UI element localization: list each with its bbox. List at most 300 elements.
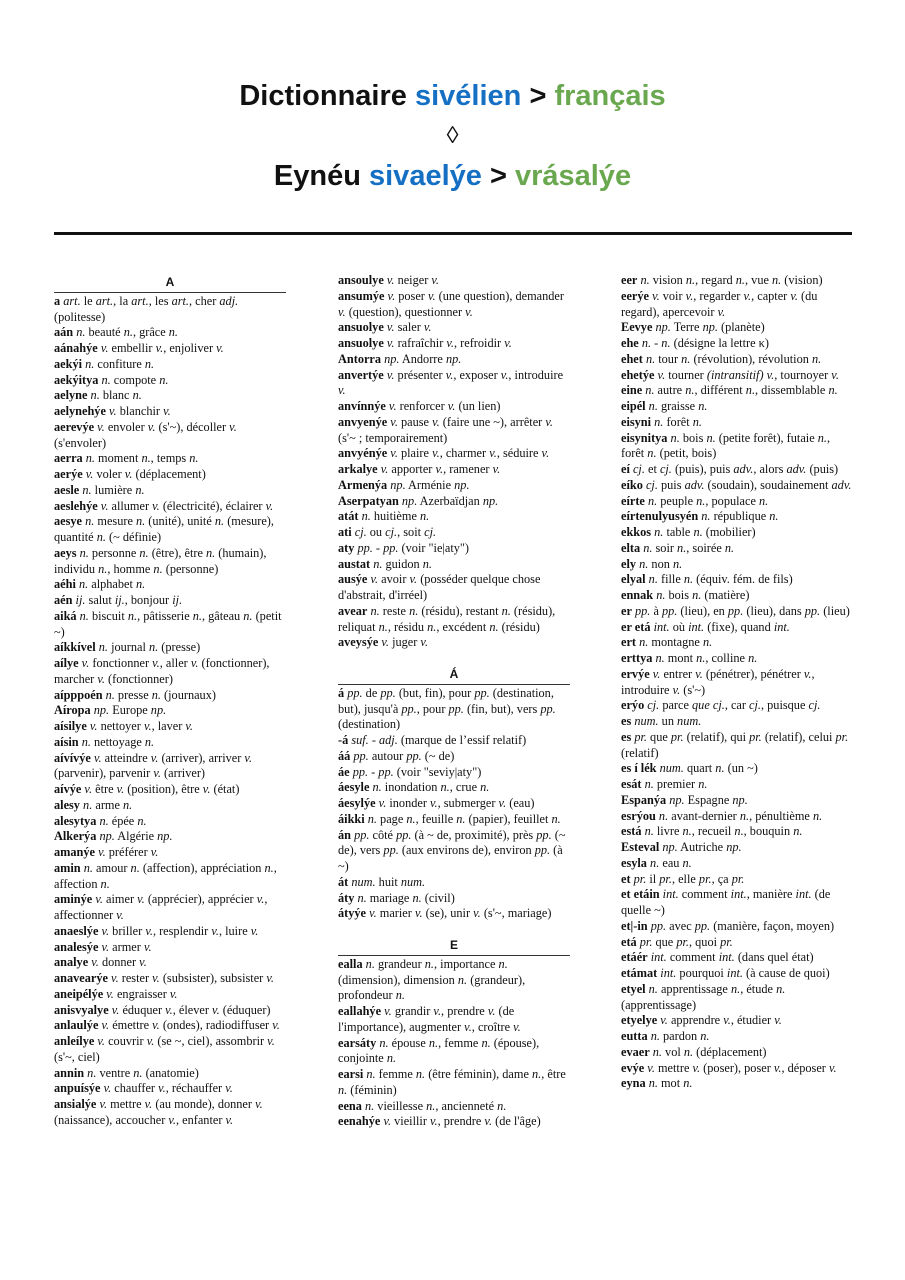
entry-definition: n. beauté n., grâce n. xyxy=(76,325,179,340)
entry-definition: pp. de pp. (but, fin), pour pp. (destination, but), jusqu'à pp., pour pp. (fin, but), vers pp. (destination) xyxy=(338,685,556,732)
entry-headword: está xyxy=(621,824,642,839)
entry-headword: Esteval xyxy=(621,840,660,854)
dictionary-entry xyxy=(621,462,853,478)
dictionary-entry xyxy=(338,462,570,478)
entry-headword: earsi xyxy=(338,1067,364,1081)
entry-headword: aminýe xyxy=(54,892,93,907)
entry-headword: ert xyxy=(621,635,637,650)
entry-definition: v. plaire v., charmer v., séduire v. xyxy=(390,446,550,461)
dictionary-entry xyxy=(54,546,286,578)
entry-definition: n. soir n., soirée n. xyxy=(643,540,735,555)
entry-headword: Espanýa xyxy=(621,792,667,807)
dictionary-entry xyxy=(621,950,853,966)
entry-definition: v. émettre v. (ondes), radiodiffuser v. xyxy=(101,1018,280,1033)
dictionary-entry xyxy=(621,320,853,336)
dictionary-entry xyxy=(54,357,286,373)
entry-headword: aípppoén xyxy=(54,687,103,702)
entry-headword: ehet xyxy=(621,351,643,366)
entry-definition: pp. - pp. (voir "seviy|aty") xyxy=(352,764,482,779)
entry-headword: aelynehýe xyxy=(54,404,106,418)
entry-headword: aerra xyxy=(54,451,83,466)
title-word-target-language: français xyxy=(554,80,666,112)
entry-definition: np. Autriche np. xyxy=(662,840,742,854)
entry-headword: aéhi xyxy=(54,577,76,592)
entry-definition: pr. que pr., quoi pr. xyxy=(639,934,733,949)
entry-headword: es í lék xyxy=(621,761,657,776)
entry-definition: n. guidon n. xyxy=(373,556,432,571)
entry-headword: etyelye xyxy=(621,1013,658,1028)
entry-headword: áty xyxy=(338,890,355,905)
dictionary-entry xyxy=(338,1114,570,1130)
entry-definition: cj. ou cj., soit cj. xyxy=(354,525,437,539)
dictionary-entry xyxy=(621,1061,853,1077)
dictionary-entry xyxy=(54,388,286,404)
entry-definition: num. quart n. (un ~) xyxy=(659,761,758,776)
entry-definition: suf. - adj. (marque de l’essif relatif) xyxy=(351,733,527,747)
entry-definition: n. épouse n., femme n. (épouse), conjointe n. xyxy=(338,1035,540,1066)
entry-headword: eíko xyxy=(621,477,643,492)
entry-definition: pp. avec pp. (manière, façon, moyen) xyxy=(650,918,835,933)
dictionary-entry xyxy=(338,635,570,651)
entry-definition: v. blanchir v. xyxy=(109,404,171,418)
entry-definition: n. arme n. xyxy=(83,797,133,812)
dictionary-entry xyxy=(54,325,286,341)
entry-headword: atát xyxy=(338,509,359,524)
entry-definition: np. Espagne np. xyxy=(669,792,748,807)
entry-definition: ij. salut ij., bonjour ij. xyxy=(75,593,183,607)
dictionary-entry xyxy=(54,719,286,735)
dictionary-entry xyxy=(338,828,570,875)
dictionary-entry xyxy=(621,1029,853,1045)
entry-headword: ennak xyxy=(621,588,654,602)
entry-definition: n. biscuit n., pâtisserie n., gâteau n. (petit ~) xyxy=(54,608,282,639)
entry-headword: etámat xyxy=(621,966,658,980)
entry-definition: v. renforcer v. (un lien) xyxy=(388,399,501,413)
entry-headword: á xyxy=(338,685,345,700)
dictionary-entry xyxy=(338,541,570,557)
entry-headword: eena xyxy=(338,1098,362,1113)
dictionary-entry xyxy=(621,588,853,604)
dictionary-entry xyxy=(621,557,853,573)
entry-headword: anavearýe xyxy=(54,971,108,985)
dictionary-entry xyxy=(54,1081,286,1097)
dictionary-entry xyxy=(621,1013,853,1029)
entry-headword: arkalye xyxy=(338,462,378,476)
dictionary-entry xyxy=(338,509,570,525)
dictionary-entry xyxy=(621,809,853,825)
entry-definition: cj. et cj. (puis), puis adv., alors adv. (puis) xyxy=(632,462,839,476)
entry-headword: aeys xyxy=(54,545,77,560)
dictionary-entry xyxy=(621,541,853,557)
entry-definition: v. envoler v. (s'~), décoller v. (s'envoler) xyxy=(54,419,237,450)
section-gap xyxy=(338,651,570,665)
dictionary-entry xyxy=(338,572,570,604)
dictionary-entry xyxy=(54,404,286,420)
dictionary-entry xyxy=(621,572,853,588)
entry-headword: annin xyxy=(54,1065,85,1080)
dictionary-entry xyxy=(338,796,570,812)
dictionary-entry xyxy=(54,703,286,719)
entry-headword: aívýe xyxy=(54,782,82,796)
entry-headword: áesylýe xyxy=(338,796,376,810)
entry-definition: cj. puis adv. (soudain), soudainement adv. xyxy=(645,477,852,492)
entry-headword: ehe xyxy=(621,336,639,350)
dictionary-entry xyxy=(54,971,286,987)
title-word-sivaelye: sivaelýe xyxy=(369,160,482,192)
entry-headword: áikki xyxy=(338,811,365,826)
dictionary-entry xyxy=(621,856,853,872)
dictionary-entry xyxy=(54,735,286,751)
entry-definition: num. huit num. xyxy=(351,874,426,889)
entry-definition: pp. autour pp. (~ de) xyxy=(353,748,455,763)
dictionary-entry xyxy=(338,1004,570,1036)
entry-headword: Antorra xyxy=(338,351,382,366)
entry-definition: n. lumière n. xyxy=(82,482,145,497)
dictionary-entry xyxy=(54,373,286,389)
entry-headword: analye xyxy=(54,955,89,970)
dictionary-entry xyxy=(621,761,853,777)
entry-headword: eírtenulyusyén xyxy=(621,509,699,524)
entry-headword: ekkos xyxy=(621,525,652,539)
entry-headword: ansumýe xyxy=(338,288,385,303)
entry-headword: ati xyxy=(338,525,352,539)
dictionary-entry xyxy=(338,891,570,907)
dictionary-entry xyxy=(54,294,286,326)
dictionary-entry xyxy=(54,1034,286,1066)
entry-headword: áe xyxy=(338,764,350,779)
dictionary-entry xyxy=(54,467,286,483)
entry-definition: v. entrer v. (pénétrer), pénétrer v., introduire v. (s'~) xyxy=(621,666,815,697)
dictionary-entry xyxy=(621,966,853,982)
entry-headword: aísin xyxy=(54,734,79,749)
entry-definition: int. comment int., manière int. (de quelle ~) xyxy=(621,887,831,917)
dictionary-entry xyxy=(54,688,286,704)
entry-headword: elyal xyxy=(621,572,646,587)
dictionary-entry xyxy=(54,593,286,609)
entry-headword: ansuolye xyxy=(338,320,384,335)
entry-definition: v. voir v., regarder v., capter v. (du regard), apercevoir v. xyxy=(621,288,818,319)
entry-headword: earsáty xyxy=(338,1035,377,1050)
dictionary-entry xyxy=(621,840,853,856)
dictionary-entry xyxy=(54,577,286,593)
dictionary-entry xyxy=(621,793,853,809)
entry-headword: aveysýe xyxy=(338,635,379,650)
entry-definition: v. engraisser v. xyxy=(106,986,178,1001)
entry-definition: n. nettoyage n. xyxy=(81,734,155,749)
entry-definition: v. rester v. (subsister), subsister v. xyxy=(111,971,274,985)
entry-headword: ehetýe xyxy=(621,367,655,382)
dictionary-entry xyxy=(54,751,286,783)
entry-definition: n. fille n. (équiv. fém. de fils) xyxy=(648,572,793,587)
dictionary-entry xyxy=(621,478,853,494)
entry-definition: n. presse n. (journaux) xyxy=(105,687,216,702)
entry-definition: n. non n. xyxy=(639,556,683,571)
dictionary-entry xyxy=(54,798,286,814)
entry-definition: n. tour n. (révolution), révolution n. xyxy=(645,351,822,366)
dictionary-entry xyxy=(621,1045,853,1061)
dictionary-entry xyxy=(54,514,286,546)
entry-definition: np. Arménie np. xyxy=(390,477,470,492)
title-divider: ◊ xyxy=(446,122,459,149)
entry-definition: n. forêt n. xyxy=(654,414,702,429)
entry-definition: n. mont n., colline n. xyxy=(655,651,758,665)
entry-definition: np. Terre np. (planète) xyxy=(655,320,765,335)
entry-definition: v. saler v. xyxy=(386,320,432,335)
entry-headword: aesye xyxy=(54,514,82,529)
entry-headword: aelyne xyxy=(54,388,88,403)
entry-headword: etá xyxy=(621,934,637,949)
dictionary-entry xyxy=(54,955,286,971)
dictionary-entry xyxy=(338,1067,570,1099)
entry-headword: eine xyxy=(621,383,643,398)
dictionary-entry xyxy=(621,887,853,919)
entry-headword: ansoulye xyxy=(338,273,384,287)
entry-headword: aneipélýe xyxy=(54,986,104,1001)
entry-headword: án xyxy=(338,827,351,842)
entry-headword: aílye xyxy=(54,656,79,670)
title-arrow: > xyxy=(529,80,547,112)
entry-headword: et xyxy=(621,871,631,886)
dictionary-entry xyxy=(54,1066,286,1082)
dictionary-entry xyxy=(338,446,570,462)
entry-definition: n. moment n., temps n. xyxy=(85,451,199,466)
entry-headword: Aserpatyan xyxy=(338,493,399,508)
entry-headword: anlaulýe xyxy=(54,1018,99,1033)
dictionary-entry xyxy=(338,494,570,510)
dictionary-entry xyxy=(54,782,286,798)
entry-definition: pp. - pp. (voir "ie|aty") xyxy=(357,540,470,555)
entry-definition: n. blanc n. xyxy=(90,388,142,403)
entry-headword: et|-in xyxy=(621,918,648,933)
entry-definition: pp. côté pp. (à ~ de, proximité), près pp. (~ de), vers pp. (aux environs de), environ pp. (à ~) xyxy=(338,827,566,873)
entry-definition: int. comment int. (dans quel état) xyxy=(650,950,814,965)
dictionary-entry xyxy=(621,368,853,384)
entry-definition: v. tourner (intransitif) v., tournoyer v. xyxy=(657,367,839,382)
entry-headword: ely xyxy=(621,556,637,571)
entry-headword: anleílye xyxy=(54,1034,95,1048)
dictionary-entry xyxy=(54,499,286,515)
entry-definition: v. avoir v. (posséder quelque chose d'abstrait, d'irréel) xyxy=(338,572,541,602)
entry-definition: v. rafraîchir v., refroidir v. xyxy=(386,336,512,350)
entry-definition: v. être v. (position), être v. (état) xyxy=(84,782,240,796)
entry-headword: Aíropa xyxy=(54,703,91,718)
dictionary-entry xyxy=(621,415,853,431)
entry-definition: v. grandir v., prendre v. (de l'importance), augmenter v., croître v. xyxy=(338,1004,521,1034)
dictionary-entry xyxy=(338,273,570,289)
entry-headword: aiká xyxy=(54,608,77,623)
dictionary-entry xyxy=(621,935,853,951)
entry-definition: np. Europe np. xyxy=(93,703,167,718)
dictionary-entry xyxy=(621,698,853,714)
entry-definition: pr. que pr. (relatif), qui pr. (relatif), celui pr. (relatif) xyxy=(621,729,849,760)
entry-headword: aerýe xyxy=(54,467,83,481)
dictionary-entry xyxy=(621,273,853,289)
dictionary-entry xyxy=(338,320,570,336)
entry-headword: ervýe xyxy=(621,666,650,681)
dictionary-entry xyxy=(338,525,570,541)
entry-definition: v. briller v., resplendir v., luire v. xyxy=(101,923,259,938)
entry-headword: aén xyxy=(54,593,73,607)
entry-definition: n. vieillesse n., ancienneté n. xyxy=(364,1098,507,1113)
entry-definition: v. mettre v. (au monde), donner v. (naissance), accoucher v., enfanter v. xyxy=(54,1097,263,1127)
entry-headword: -á xyxy=(338,733,349,747)
entry-definition: n. livre n., recueil n., bouquin n. xyxy=(644,824,803,839)
dictionary-entry xyxy=(338,780,570,796)
entry-definition: v. donner v. xyxy=(91,955,147,970)
entry-definition: int. pourquoi int. (à cause de quoi) xyxy=(660,966,830,980)
entry-headword: alesytya xyxy=(54,813,97,828)
entry-headword: aekýi xyxy=(54,356,83,371)
entry-headword: anvyénýe xyxy=(338,446,388,461)
entry-definition: n. premier n. xyxy=(644,777,708,791)
dictionary-column-2 xyxy=(338,273,570,1130)
dictionary-entry xyxy=(338,686,570,733)
entry-headword: eisyni xyxy=(621,414,652,429)
entry-headword: er etá xyxy=(621,619,651,634)
entry-definition: n. graisse n. xyxy=(648,399,708,413)
entry-headword: et etáin xyxy=(621,887,660,902)
section-gap xyxy=(338,922,570,936)
dictionary-entry xyxy=(338,957,570,1004)
entry-headword: eisynitya xyxy=(621,430,668,445)
dictionary-entry xyxy=(621,509,853,525)
dictionary-entry xyxy=(54,609,286,641)
dictionary-entry xyxy=(621,289,853,321)
entry-definition: n. apprentissage n., étude n. (apprentissage) xyxy=(621,981,786,1012)
dictionary-entry xyxy=(54,341,286,357)
entry-definition: n. grandeur n., importance n. (dimension), dimension n. (grandeur), profondeur n. xyxy=(338,956,526,1003)
entry-headword: esrýou xyxy=(621,808,656,823)
entry-definition: n. vision n., regard n., vue n. (vision) xyxy=(640,273,823,287)
entry-headword: aekýitya xyxy=(54,372,99,387)
entry-definition: v. couvrir v. (se ~, ciel), assombrir v. (s'~, ciel) xyxy=(54,1034,275,1064)
entry-headword: anvyenýe xyxy=(338,414,388,429)
entry-definition: v. apporter v., ramener v. xyxy=(380,462,501,476)
entry-headword: áá xyxy=(338,748,351,763)
entry-headword: esát xyxy=(621,777,642,791)
entry-definition: v. vieillir v., prendre v. (de l'âge) xyxy=(383,1114,541,1129)
dictionary-entry xyxy=(621,651,853,667)
dictionary-entry xyxy=(54,892,286,924)
entry-definition: int. où int. (fixe), quand int. xyxy=(653,619,790,634)
dictionary-entry xyxy=(621,494,853,510)
dictionary-entry xyxy=(338,557,570,573)
entry-headword: aeslehýe xyxy=(54,498,98,513)
entry-definition: v. neiger v. xyxy=(386,273,439,287)
entry-headword: amanýe xyxy=(54,845,95,859)
entry-headword: ealla xyxy=(338,956,363,971)
entry-headword: evaer xyxy=(621,1044,650,1059)
entry-headword: eallahýe xyxy=(338,1004,382,1018)
dictionary-entry xyxy=(54,1003,286,1019)
entry-definition: n. compote n. xyxy=(101,372,169,387)
entry-definition: n. table n. (mobilier) xyxy=(654,525,756,539)
entry-headword: er xyxy=(621,603,632,618)
entry-definition: n. autre n., différent n., dissemblable n. xyxy=(645,383,838,398)
entry-definition: n. amour n. (affection), appréciation n., affection n. xyxy=(54,860,277,891)
entry-definition: n. vol n. (déplacement) xyxy=(652,1044,767,1059)
entry-definition: np. Azerbaïdjan np. xyxy=(401,493,499,508)
dictionary-entry xyxy=(54,845,286,861)
dictionary-entry xyxy=(621,620,853,636)
entry-definition: n. ventre n. (anatomie) xyxy=(87,1065,199,1080)
entry-headword: evýe xyxy=(621,1060,645,1075)
title-line-2 xyxy=(0,158,905,194)
entry-headword: es xyxy=(621,714,632,728)
entry-headword: anvínnýe xyxy=(338,399,386,413)
dictionary-entry xyxy=(54,656,286,688)
dictionary-entry xyxy=(338,733,570,749)
entry-headword: eenahýe xyxy=(338,1114,381,1129)
entry-headword: avear xyxy=(338,603,368,618)
title-word-dictionnaire: Dictionnaire xyxy=(239,80,407,112)
dictionary-entry xyxy=(54,940,286,956)
dictionary-entry xyxy=(621,714,853,730)
dictionary-column-1 xyxy=(54,273,286,1129)
entry-definition: n. peuple n., populace n. xyxy=(647,493,769,508)
dictionary-entry xyxy=(54,1097,286,1129)
entry-definition: n. alphabet n. xyxy=(78,577,146,592)
entry-headword: etyel xyxy=(621,981,646,996)
title-line-1 xyxy=(0,78,905,114)
entry-definition: n. page n., feuille n. (papier), feuillet n. xyxy=(367,811,561,826)
entry-definition: n. montagne n. xyxy=(639,635,713,650)
entry-headword: etáér xyxy=(621,950,648,965)
header-rule xyxy=(54,232,852,235)
dictionary-entry xyxy=(621,667,853,699)
dictionary-entry xyxy=(621,872,853,888)
entry-definition: v. armer v. xyxy=(101,939,152,954)
entry-headword: aán xyxy=(54,325,74,340)
entry-headword: es xyxy=(621,729,632,744)
dictionary-entry xyxy=(621,919,853,935)
entry-definition: num. un num. xyxy=(634,714,702,728)
entry-headword: eipél xyxy=(621,399,646,413)
entry-definition: v. atteindre v. (arriver), arriver v. (parvenir), parvenir v. (arriver) xyxy=(54,750,253,781)
entry-headword: aíkkível xyxy=(54,640,96,655)
dictionary-entry xyxy=(338,604,570,636)
section-letter-heading: E xyxy=(338,938,570,956)
dictionary-column-3 xyxy=(621,273,853,1092)
entry-definition: n. femme n. (être féminin), dame n., être n. (féminin) xyxy=(338,1067,566,1097)
dictionary-entry xyxy=(338,478,570,494)
entry-headword: aerevýe xyxy=(54,419,95,434)
entry-definition: v. embellir v., enjoliver v. xyxy=(100,341,224,355)
entry-definition: v. fonctionner v., aller v. (fonctionner), marcher v. (fonctionner) xyxy=(54,656,270,686)
entry-headword: amin xyxy=(54,860,81,875)
entry-definition: n. eau n. xyxy=(650,855,692,870)
dictionary-entry xyxy=(338,336,570,352)
title-word-eyneu: Eynéu xyxy=(273,160,361,192)
entry-headword: Alkerýa xyxy=(54,829,97,844)
entry-definition: np. Andorre np. xyxy=(384,351,462,366)
entry-definition: n. république n. xyxy=(701,509,779,524)
entry-definition: v. préférer v. xyxy=(98,845,159,859)
entry-definition: v. aimer v. (apprécier), apprécier v., affectionner v. xyxy=(54,892,268,922)
dictionary-entry xyxy=(338,812,570,828)
dictionary-entry xyxy=(621,982,853,1014)
dictionary-entry xyxy=(621,604,853,620)
entry-definition: v. mettre v. (poser), poser v., déposer v. xyxy=(647,1060,837,1075)
dictionary-entry xyxy=(338,1036,570,1068)
entry-definition: n. journal n. (presse) xyxy=(98,640,201,655)
dictionary-entry xyxy=(54,640,286,656)
dictionary-entry xyxy=(54,420,286,452)
dictionary-entry xyxy=(621,336,853,352)
dictionary-entry xyxy=(54,451,286,467)
entry-definition: n. mesure n. (unité), unité n. (mesure), quantité n. (~ définie) xyxy=(54,514,274,544)
entry-definition: n. avant-dernier n., pénultième n. xyxy=(658,808,823,823)
